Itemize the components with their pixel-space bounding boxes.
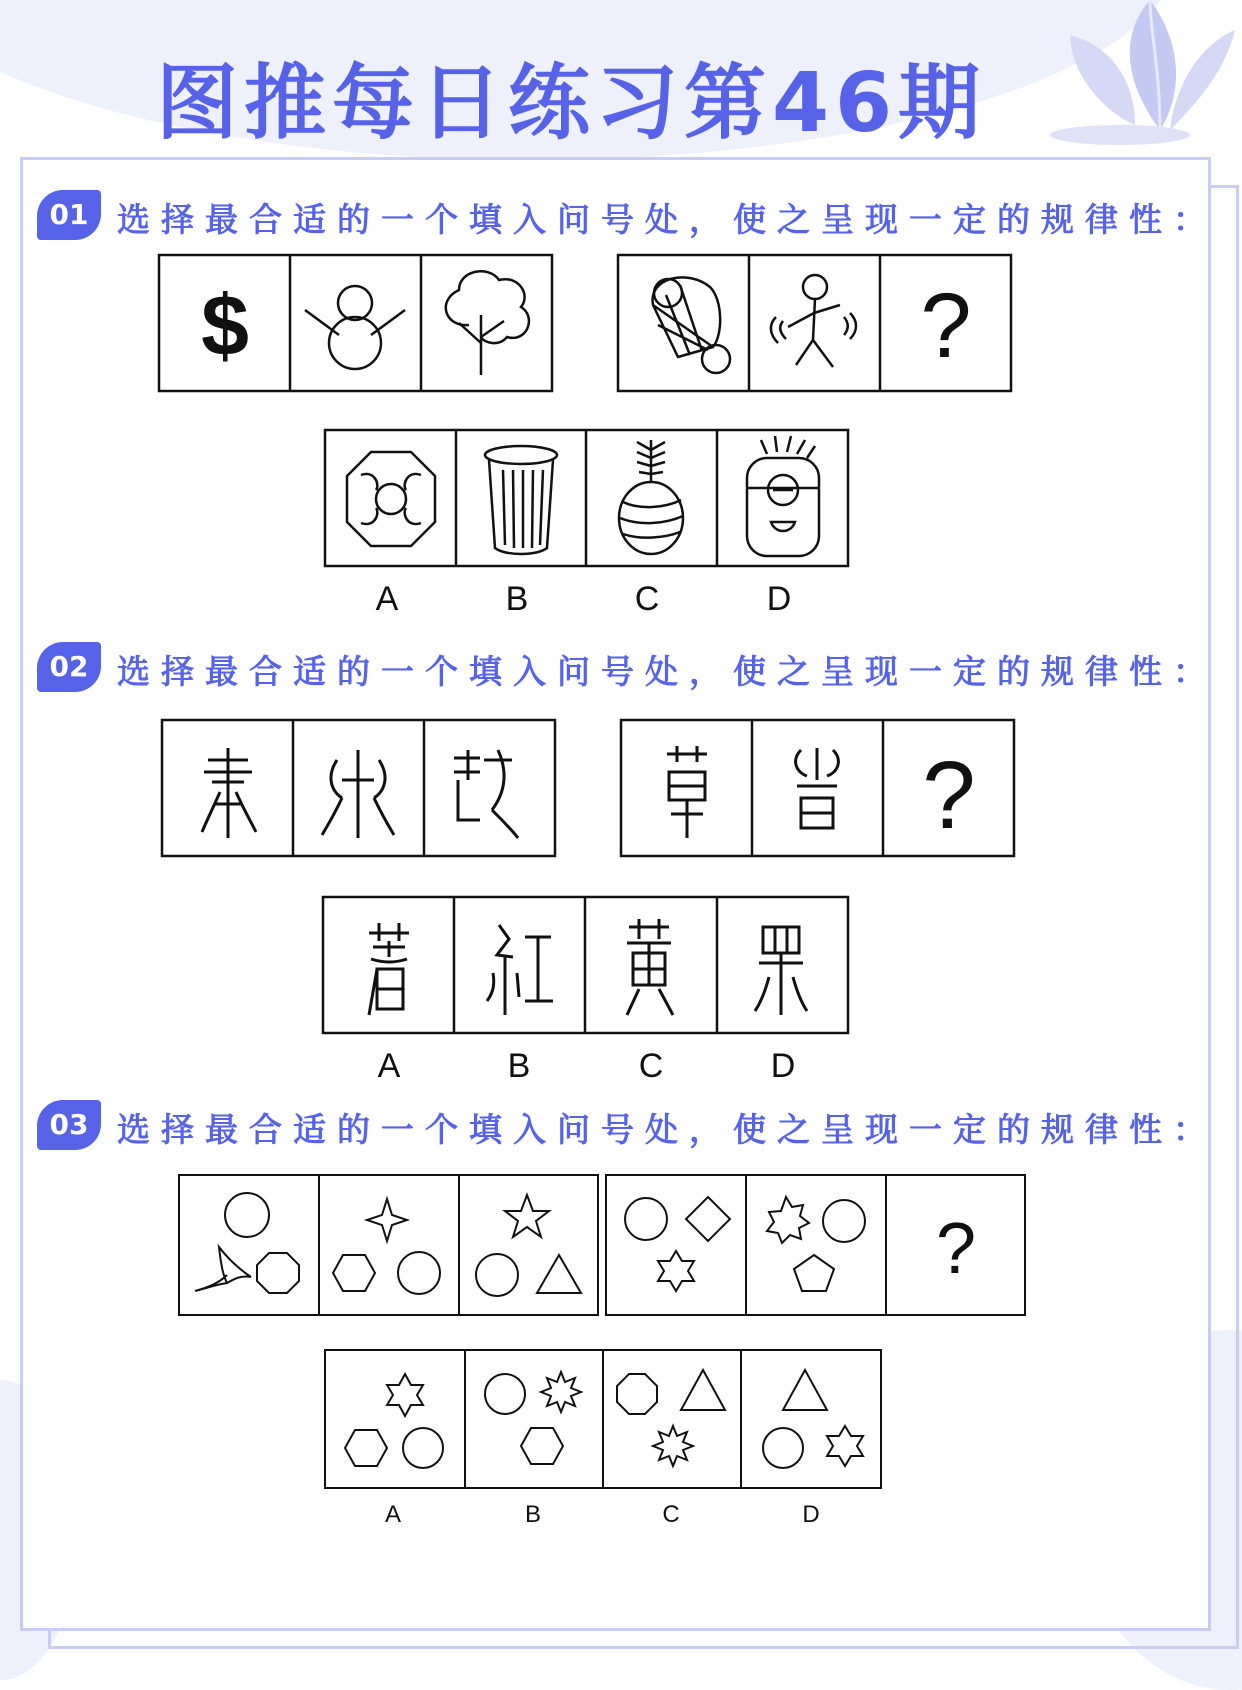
option-label-d: D (766, 580, 792, 618)
q1-sequence-group-1 (159, 255, 552, 391)
q2-sequence-group-2 (621, 720, 1014, 856)
page-title: 图推每日练习第46期 (155, 56, 987, 151)
q3-sequence-group-2 (606, 1175, 1025, 1315)
star6-hexagon-circle (345, 1374, 443, 1468)
q2-options (323, 897, 848, 1033)
circle-diamond-star6 (625, 1197, 730, 1291)
question-3-figures (23, 1165, 1208, 1585)
question-number-badge: 02 (37, 642, 101, 692)
seal-script-char-b (487, 925, 553, 1015)
question-mark: ? (920, 275, 972, 377)
question-prompt: 选择最合适的一个填入问号处，使之呈现一定的规律性： (117, 1110, 1217, 1149)
octagon-ornament-icon (347, 452, 435, 546)
question-number-badge: 01 (37, 190, 101, 240)
content-card (20, 157, 1217, 1631)
triangle-circle-star6 (763, 1370, 863, 1468)
seal-script-char-4 (667, 746, 707, 838)
seal-script-char-d (755, 927, 807, 1015)
option-label-c: C (662, 1501, 680, 1528)
option-label-a: A (375, 580, 399, 618)
q2-sequence-group-1 (162, 720, 555, 856)
star4-hexagon-circle (333, 1199, 440, 1294)
option-label-a: A (377, 1047, 401, 1085)
option-label-d: D (802, 1501, 820, 1528)
trash-can-icon (485, 446, 557, 554)
pineapple-icon (619, 440, 683, 554)
question-number-badge: 03 (37, 1100, 101, 1150)
question-prompt: 选择最合适的一个填入问号处，使之呈现一定的规律性： (117, 652, 1217, 691)
seal-script-char-c (627, 919, 673, 1015)
octagon-triangle-star8 (617, 1370, 725, 1466)
star5-circle-triangle (476, 1195, 581, 1296)
seal-script-char-3 (454, 750, 518, 838)
star7-circle-pentagon (767, 1197, 865, 1291)
q3-option-labels (385, 1501, 820, 1528)
option-label-b: B (524, 1501, 542, 1528)
tree-icon (446, 271, 529, 375)
circle-tripod-octagon (195, 1193, 299, 1293)
minion-icon (747, 436, 819, 556)
question-mark: ? (935, 1209, 977, 1289)
snowman-icon (305, 286, 405, 369)
svg-text:$: $ (201, 278, 249, 374)
q1-sequence-group-2 (618, 255, 1011, 391)
question-prompt: 选择最合适的一个填入问号处，使之呈现一定的规律性： (117, 200, 1217, 239)
question-mark: ? (922, 742, 976, 849)
dollar-sign-icon (201, 278, 249, 374)
option-label-d: D (770, 1047, 796, 1085)
shaking-stick-figure-icon (771, 275, 856, 367)
circle-star8-hexagon (485, 1372, 581, 1464)
seal-script-char-a (369, 923, 409, 1015)
q1-options (325, 430, 848, 566)
seal-script-char-1 (202, 748, 256, 838)
option-label-c: C (634, 580, 660, 618)
q1-option-labels (376, 580, 792, 618)
option-label-b: B (507, 1047, 531, 1085)
question-1-figures (23, 160, 1208, 630)
option-label-b: B (505, 580, 529, 618)
q2-option-labels (378, 1047, 796, 1085)
q3-options (325, 1350, 881, 1488)
question-2-figures (23, 700, 1208, 1100)
option-label-c: C (638, 1047, 664, 1085)
parachute-icon (653, 277, 730, 373)
seal-script-char-2 (322, 750, 394, 838)
option-label-a: A (384, 1501, 402, 1528)
q3-sequence-group-1 (179, 1175, 598, 1315)
seal-script-char-5 (796, 748, 839, 828)
